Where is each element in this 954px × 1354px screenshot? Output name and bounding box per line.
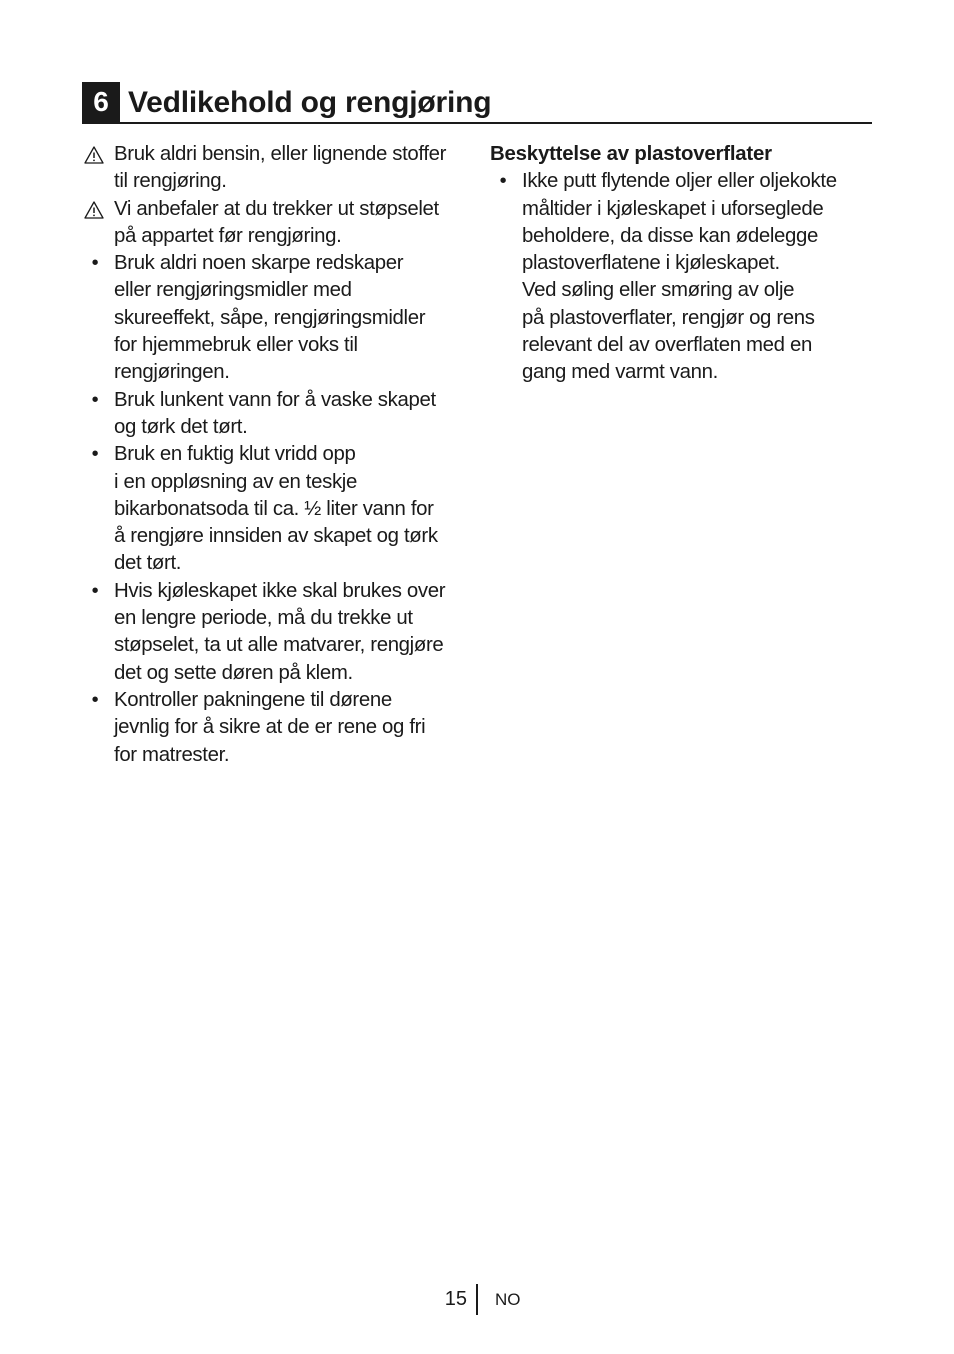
list-item — [82, 141, 472, 196]
item-text-line: Kontroller pakningene til dørene — [114, 688, 392, 711]
list-item — [82, 441, 472, 577]
warning-icon — [84, 201, 104, 219]
item-text-line: gang med varmt vann. — [522, 361, 718, 384]
item-text-line: relevant del av overflaten med en — [522, 334, 812, 357]
bullet-marker: • — [91, 252, 99, 275]
instruction-list — [82, 141, 472, 769]
item-text-line: på plastoverflater, rengjør og rens — [522, 306, 815, 329]
item-text-line: det tørt. — [114, 552, 182, 575]
bullet-marker: • — [91, 579, 99, 602]
item-text-line: for hjemmebruk eller voks til — [114, 334, 358, 357]
item-text-line: bikarbonatsoda til ca. ½ liter vann for — [114, 497, 434, 520]
item-text-line: Vi anbefaler at du trekker ut støpselet — [114, 197, 439, 220]
chapter-number: 6 — [82, 82, 120, 122]
item-text-line: støpselet, ta ut alle matvarer, rengjøre — [114, 634, 444, 657]
list-item — [82, 387, 472, 442]
bullet-marker: • — [91, 443, 99, 466]
item-text-line: Bruk aldri noen skarpe redskaper — [114, 252, 404, 275]
item-text-line: Hvis kjøleskapet ikke skal brukes over — [114, 579, 446, 602]
chapter-heading — [82, 82, 872, 124]
left-column — [82, 141, 472, 769]
item-text-line: Bruk aldri bensin, eller lignende stoffer — [114, 143, 447, 165]
item-text-line: for matrester. — [114, 743, 230, 766]
list-item — [82, 687, 472, 769]
footer-divider — [476, 1284, 478, 1315]
item-text-line: det og sette døren på klem. — [114, 661, 353, 684]
item-text-line: Bruk en fuktig klut vridd opp — [114, 443, 356, 466]
item-text-line: å rengjøre innsiden av skapet og tørk — [114, 525, 438, 548]
item-text-line: Ved søling eller smøring av olje — [522, 279, 795, 302]
item-text-line: og tørk det tørt. — [114, 415, 248, 438]
warning-icon — [84, 146, 104, 164]
item-text-line: eller rengjøringsmidler med — [114, 279, 352, 302]
page-footer — [0, 1284, 954, 1316]
bullet-marker: • — [499, 170, 507, 193]
item-text-line: på appartet før rengjøring. — [114, 224, 342, 247]
right-column — [490, 141, 870, 387]
item-text-line: jevnlig for å sikre at de er rene og fri — [114, 716, 426, 739]
language-code: NO — [495, 1290, 521, 1309]
bullet-marker: • — [91, 388, 99, 411]
item-text-line: en lengre periode, må du trekke ut — [114, 607, 413, 630]
item-text-line: i en oppløsning av en teskje — [114, 470, 357, 493]
plastic-care-list — [490, 168, 870, 386]
list-item — [490, 168, 870, 386]
item-text-line: beholdere, da disse kan ødelegge — [522, 224, 819, 247]
item-text-line: Ikke putt flytende oljer eller oljekokte — [522, 170, 837, 193]
item-text-line: til rengjøring. — [114, 170, 227, 193]
item-text-line: måltider i kjøleskapet i uforseglede — [522, 197, 824, 220]
item-text-line: plastoverflatene i kjøleskapet. — [522, 252, 780, 275]
page-number: 15 — [444, 1288, 467, 1310]
list-item — [82, 250, 472, 386]
item-text-line: Bruk lunkent vann for å vaske skapet — [114, 388, 436, 411]
chapter-title: Vedlikehold og rengjøring — [128, 86, 492, 119]
item-text-line: rengjøringen. — [114, 361, 230, 384]
item-text-line: skureeffekt, såpe, rengjøringsmidler — [114, 306, 426, 329]
list-item — [82, 578, 472, 687]
list-item — [82, 196, 472, 251]
section-subheading: Beskyttelse av plastoverflater — [490, 143, 772, 165]
bullet-marker: • — [91, 688, 99, 711]
